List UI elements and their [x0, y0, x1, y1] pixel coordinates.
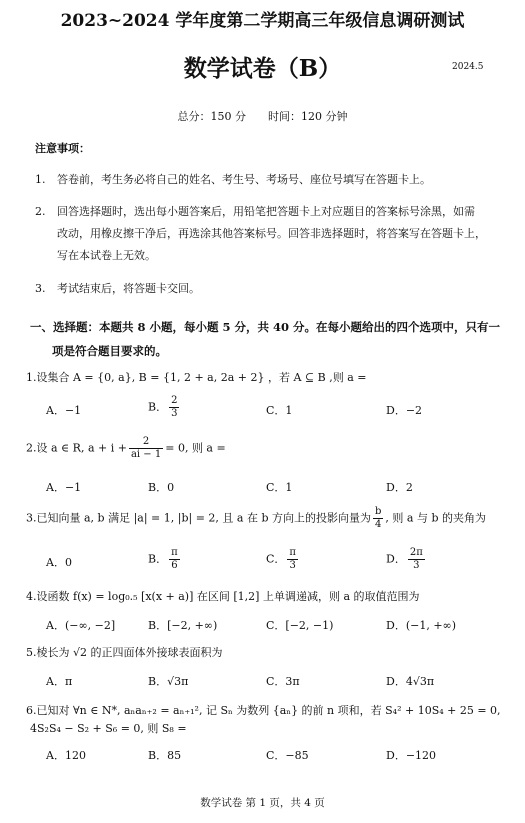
question-5-stem: 5.棱长为 √2 的正四面体外接球表面积为 — [26, 646, 223, 659]
note-item-1 — [35, 169, 505, 191]
question-6-stem-line2: 4S₂S₄ − S₂ + S₆ = 0, 则 S₈ = — [30, 722, 187, 735]
note-text-line1: 回答选择题时，选出每小题答案后，用铅笔把答题卡上对应题目的答案标号涂黑，如需 — [57, 205, 475, 218]
q5-option-b: B．√3π — [148, 675, 189, 688]
note-text-line3: 写在本试卷上无效。 — [57, 249, 156, 262]
q4-option-d: D．(−1, +∞) — [386, 619, 456, 632]
q1-option-b: B． $\frac{2}{3}$ — [148, 395, 178, 419]
q1-option-d: D．−2 — [386, 404, 423, 417]
q4-option-b: B．[−2, +∞) — [148, 619, 218, 632]
q4-option-a: A．(−∞, −2] — [46, 619, 116, 632]
note-text: 考试结束后，将答题卡交回。 — [57, 282, 200, 295]
note-text-line2: 改动，用橡皮擦干净后，再选涂其他答案标号。回答非选择题时，将答案写在答题卡上， — [57, 227, 486, 240]
q3-option-a: A．0 — [46, 556, 72, 569]
section-heading-line2: 项是符合题目要求的。 — [52, 344, 167, 358]
exam-subtitle: 数学试卷（B） — [183, 55, 342, 82]
notes-heading: 注意事项： — [35, 142, 90, 155]
q6-option-a: A．120 — [46, 749, 86, 762]
q3-option-d: D． $\frac{2\pi}{3}$ — [386, 547, 423, 571]
q6-option-d: D．−120 — [386, 749, 437, 762]
section-heading-line1: 一、选择题：本题共 8 小题，每小题 5 分，共 40 分。在每小题给出的四个选项中，只有一 — [30, 320, 501, 334]
q5-option-d: D．4√3π — [386, 675, 435, 688]
exam-date: 2024.5 — [452, 62, 484, 72]
q3-option-b: B． $\frac{\pi}{6}$ — [148, 547, 178, 571]
question-6-stem-line1: 6.已知对 ∀n ∈ N*, aₙaₙ₊₂ = aₙ₊₁², 记 Sₙ 为数列 {aₙ} 的前 n 项和，若 S₄² + 10S₄ + 25 = 0, — [26, 704, 501, 717]
exam-header-title: 2023~2024 学年度第二学期高三年级信息调研测试 — [60, 11, 465, 31]
note-number: 3. — [35, 282, 46, 295]
q2-option-b: B．0 — [148, 481, 175, 494]
question-3-stem: 3.已知向量 a, b 满足 |a| = 1, |b| = 2, 且 a 在 b 方向上的投影向量为 $\frac{b}{4}$ , 则 a 与 b 的夹角为 — [26, 506, 486, 530]
note-item-3 — [35, 278, 505, 300]
note-number: 2. — [35, 205, 46, 218]
note-text: 答卷前，考生务必将自己的姓名、考生号、考场号、座位号填写在答题卡上。 — [57, 173, 431, 186]
note-item-2 — [35, 201, 505, 267]
question-1-stem: 1.设集合 A = {0, a}, B = {1, 2 + a, 2a + 2} ，若 A ⊆ B ,则 a = — [26, 371, 367, 384]
q6-option-c: C．−85 — [266, 749, 309, 762]
q6-option-b: B．85 — [148, 749, 182, 762]
note-number: 1. — [35, 173, 46, 186]
question-4-stem: 4.设函数 f(x) = log₀.₅ [x(x + a)] 在区间 [1,2] 上单调递减，则 a 的取值范围为 — [26, 590, 420, 603]
q5-option-c: C．3π — [266, 675, 300, 688]
q5-option-a: A．π — [46, 675, 73, 688]
q2-option-d: D．2 — [386, 481, 413, 494]
q2-option-c: C．1 — [266, 481, 293, 494]
q1-option-c: C．1 — [266, 404, 293, 417]
q3-option-c: C． $\frac{\pi}{3}$ — [266, 547, 296, 571]
page-footer: 数学试卷 第 1 页，共 4 页 — [200, 797, 325, 809]
q2-option-a: A．−1 — [46, 481, 82, 494]
score-time-line: 总分：150 分 时间：120 分钟 — [177, 110, 348, 123]
question-2-stem: 2.设 a ∈ R, a + i + $\frac{2}{ai - 1}$ = 0, 则 a = — [26, 436, 226, 460]
q1-option-a: A．−1 — [46, 404, 82, 417]
q4-option-c: C．[−2, −1) — [266, 619, 334, 632]
